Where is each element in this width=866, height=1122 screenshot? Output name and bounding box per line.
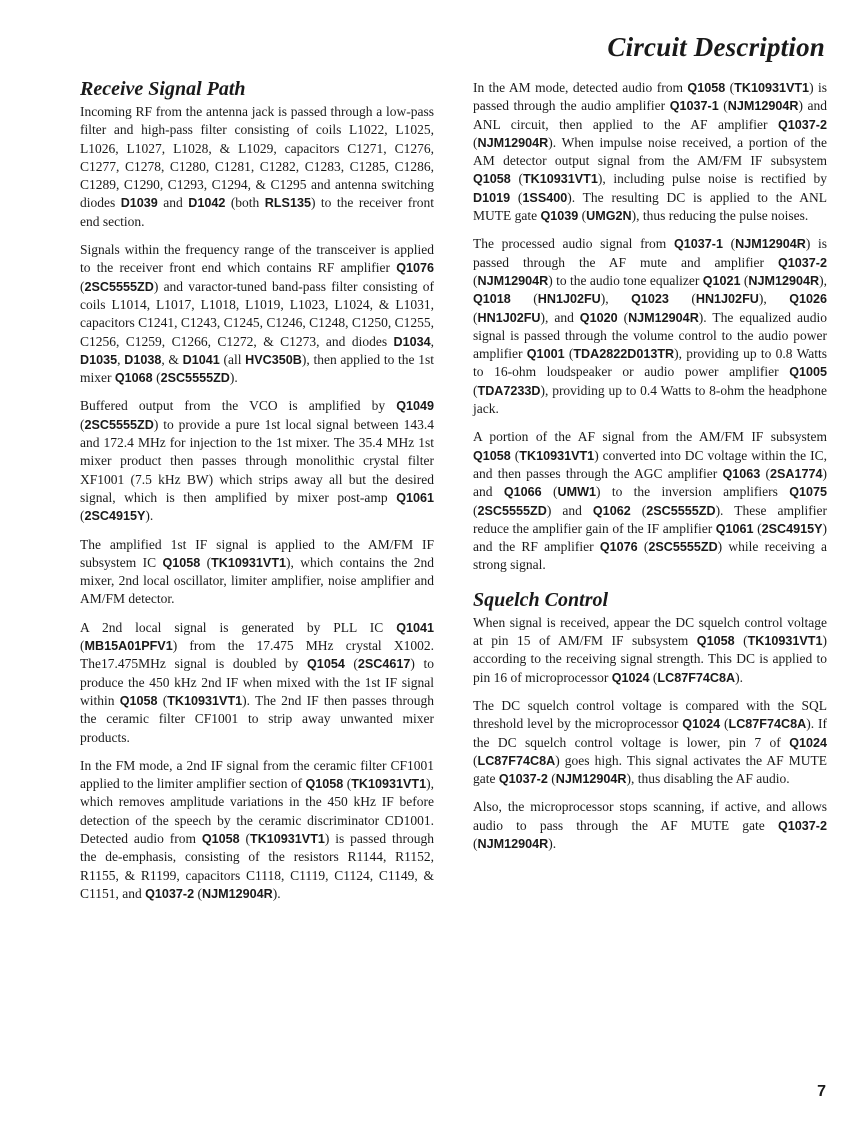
component-ref: D1034 bbox=[393, 334, 431, 349]
component-ref: TK10931VT1 bbox=[522, 172, 598, 187]
text-run: The amplified 1st IF signal is applied to the AM/FM IF subsystem IC bbox=[80, 536, 434, 570]
paragraph-scan-stop bbox=[473, 798, 827, 853]
component-ref: D1041 bbox=[182, 352, 220, 367]
text-run: A 2nd local signal is generated by PLL IC bbox=[80, 619, 397, 635]
component-ref: D1035 bbox=[80, 352, 118, 367]
text-run: ). bbox=[229, 370, 238, 386]
component-ref: Q1037-2 bbox=[777, 117, 827, 132]
text-run: ). The resulting DC is applied to the ANL MUTE gate bbox=[473, 189, 827, 224]
text-run: The processed audio signal from bbox=[473, 236, 674, 252]
text-run: (all bbox=[219, 351, 246, 367]
component-ref: Q1058 bbox=[305, 777, 344, 792]
text-run: ) converted into DC voltage within the IC, and then passes through the AGC amplifier bbox=[473, 447, 828, 481]
component-ref: 2SC5555ZD bbox=[648, 540, 718, 555]
text-run: ) and bbox=[546, 502, 593, 518]
text-run: ), then applied to the 1st mixer bbox=[80, 351, 434, 386]
text-run: ), which removes amplitude variations in the 450 kHz IF before detection of the speech by the ceramic discriminator CD1001. Detected audio from bbox=[80, 776, 434, 846]
component-ref: 2SC5555ZD bbox=[160, 371, 230, 386]
text-run: In the AM mode, detected audio from bbox=[473, 80, 688, 95]
component-ref: 2SA1774 bbox=[769, 466, 823, 481]
component-ref: TK10931VT1 bbox=[250, 831, 325, 846]
text-run: ( bbox=[547, 771, 556, 787]
component-ref: TDA2822D013TR bbox=[573, 347, 675, 362]
component-ref: 2SC4915Y bbox=[84, 509, 146, 524]
component-ref: Q1058 bbox=[162, 555, 201, 570]
text-run: ), bbox=[819, 272, 827, 288]
component-ref: NJM12904R bbox=[727, 99, 799, 114]
text-run: ). bbox=[272, 885, 281, 901]
text-run: , & bbox=[161, 351, 183, 367]
text-run: ( bbox=[157, 692, 168, 708]
component-ref: Q1024 bbox=[611, 670, 650, 685]
paragraph-processed-audio bbox=[473, 235, 827, 418]
component-ref: TDA7233D bbox=[477, 383, 541, 398]
text-run: ) according to the receiving signal strength. This DC is applied to pin 16 of microprocessor bbox=[473, 633, 827, 685]
component-ref: TK10931VT1 bbox=[747, 634, 823, 649]
text-run: ), providing up to 0.8 Watts to 16-ohm loudspeaker or audio power amplifier bbox=[473, 346, 827, 380]
text-run: ) to produce the 450 kHz 2nd IF when mixed with the 1st IF signal within bbox=[80, 656, 434, 708]
paragraph-2nd-local bbox=[80, 619, 434, 747]
text-run: ( bbox=[473, 752, 478, 768]
component-ref: Q1061 bbox=[396, 490, 434, 505]
text-run: ( bbox=[722, 236, 736, 252]
component-ref: MB15A01PFV1 bbox=[84, 639, 173, 654]
component-ref: NJM12904R bbox=[748, 273, 820, 288]
text-run: ). When impulse noise received, a portion of the AM detector output signal from the AM/FM IF subsystem bbox=[473, 134, 827, 169]
text-run: ( bbox=[473, 502, 478, 518]
paragraph-squelch-voltage bbox=[473, 614, 827, 687]
text-run: ( bbox=[541, 484, 558, 500]
text-run: ( bbox=[510, 189, 523, 205]
component-ref: Q1058 bbox=[696, 634, 735, 649]
component-ref: Q1026 bbox=[789, 292, 827, 307]
component-ref: UMW1 bbox=[557, 485, 596, 500]
text-run: ( bbox=[473, 134, 478, 150]
component-ref: HN1J02FU bbox=[477, 310, 541, 325]
text-run: ). The 2nd IF then passes through the ceramic filter CF1001 to strip away unwanted mixer products. bbox=[80, 692, 434, 745]
text-run: ) from the 17.475 MHz crystal X1002. The17.475MHz signal is doubled by bbox=[80, 638, 434, 672]
text-run: ( bbox=[343, 776, 352, 792]
text-run: ). bbox=[548, 835, 557, 851]
text-run: ( bbox=[510, 447, 520, 463]
text-run: ) to the inversion amplifiers bbox=[595, 484, 790, 500]
component-ref: LC87F74C8A bbox=[477, 753, 556, 768]
text-run: ( bbox=[473, 309, 478, 325]
component-ref: Q1039 bbox=[540, 209, 579, 224]
component-ref: RLS135 bbox=[264, 196, 311, 211]
paragraph-am-mode bbox=[473, 79, 827, 225]
component-ref: Q1024 bbox=[682, 717, 721, 732]
component-ref: Q1054 bbox=[307, 657, 345, 672]
text-run: ( bbox=[80, 416, 85, 432]
text-run: ( bbox=[637, 539, 649, 555]
component-ref: Q1021 bbox=[702, 273, 741, 288]
text-run: ( bbox=[510, 291, 538, 307]
paragraph-front-end bbox=[80, 241, 434, 387]
text-run: Also, the microprocessor stops scanning, if active, and allows audio to pass through the AF MUTE gate bbox=[473, 799, 827, 833]
text-run: ( bbox=[718, 98, 728, 114]
text-run: ) to the receiver front end section. bbox=[80, 195, 434, 229]
text-run: ), bbox=[758, 291, 790, 307]
paragraph-fm-mode bbox=[80, 757, 434, 903]
component-ref: Q1020 bbox=[579, 310, 618, 325]
text-run: ( bbox=[578, 208, 587, 224]
text-run: Signals within the frequency range of the transceiver is applied to the receiver front end which contains RF amplifier bbox=[80, 242, 434, 276]
component-ref: D1038 bbox=[124, 352, 162, 367]
component-ref: 2SC5555ZD bbox=[84, 279, 154, 294]
component-ref: HN1J02FU bbox=[537, 292, 601, 307]
text-run: (both bbox=[225, 195, 265, 211]
text-run: ( bbox=[630, 502, 647, 518]
component-ref: D1019 bbox=[473, 190, 511, 205]
component-ref: Q1058 bbox=[201, 831, 240, 846]
text-run: ) is passed through the audio amplifier bbox=[473, 80, 828, 114]
component-ref: LC87F74C8A bbox=[728, 717, 807, 732]
receive-signal-path-heading: Receive Signal Path bbox=[80, 78, 246, 100]
text-run: ) goes high. This signal activates the AF MUTE gate bbox=[473, 752, 827, 787]
text-run: , bbox=[117, 351, 125, 367]
component-ref: Q1068 bbox=[114, 371, 153, 386]
text-run: ( bbox=[564, 346, 574, 362]
paragraph-antenna-filter bbox=[80, 103, 434, 231]
text-run: Incoming RF from the antenna jack is passed through a low-pass filter and high-pass filter consisting of coils L1022, L1025, L1026, L1027, L1028, & L1029, capacitors C1271, C1276, C1277, C1278, C1280, C1281, C1282, C1283, C1285, C1286, C1289, C1290, C1293, C1294, & C1295 and antenna switching diodes bbox=[80, 104, 434, 211]
text-run: ( bbox=[649, 669, 658, 685]
component-ref: NJM12904R bbox=[735, 237, 806, 252]
text-run: , bbox=[430, 333, 434, 349]
text-run: ( bbox=[152, 370, 161, 386]
component-ref: HN1J02FU bbox=[695, 292, 759, 307]
text-run: ), bbox=[600, 291, 632, 307]
component-ref: NJM12904R bbox=[477, 135, 549, 150]
text-run: ). These amplifier reduce the amplifier gain of the IF amplifier bbox=[473, 502, 827, 536]
text-run: ( bbox=[720, 716, 729, 732]
text-run: The DC squelch control voltage is compared with the SQL threshold level by the microprocessor bbox=[473, 697, 827, 732]
text-run: ) is passed through the de-emphasis, consisting of the resistors R1144, R1152, R1155, & R1199, capacitors C1118, C1119, C1124, C1149, & C1151, and bbox=[80, 830, 434, 901]
text-run: ) and the RF amplifier bbox=[473, 520, 828, 555]
text-run: ( bbox=[760, 465, 770, 481]
component-ref: Q1058 bbox=[473, 172, 511, 187]
component-ref: NJM12904R bbox=[202, 886, 273, 901]
paragraph-1st-if bbox=[80, 536, 434, 609]
component-ref: 2SC5555ZD bbox=[646, 503, 716, 518]
text-run: ). If the DC squelch control voltage is lower, pin 7 of bbox=[473, 716, 827, 750]
component-ref: Q1049 bbox=[396, 399, 434, 414]
component-ref: Q1076 bbox=[396, 261, 434, 276]
component-ref: Q1005 bbox=[789, 365, 827, 380]
text-run: ). bbox=[145, 508, 154, 524]
component-ref: Q1037-2 bbox=[145, 886, 195, 901]
text-run: ( bbox=[80, 278, 85, 294]
component-ref: 2SC4915Y bbox=[761, 521, 823, 536]
text-run: ) to the audio tone equalizer bbox=[548, 272, 703, 288]
component-ref: Q1063 bbox=[722, 466, 761, 481]
component-ref: 2SC4617 bbox=[357, 657, 411, 672]
component-ref: Q1037-2 bbox=[498, 772, 548, 787]
component-ref: TK10931VT1 bbox=[734, 81, 810, 95]
text-run: When signal is received, appear the DC squelch control voltage at pin 15 of AM/FM IF subsystem bbox=[473, 614, 827, 649]
text-run: ) and ANL circuit, then applied to the AF amplifier bbox=[473, 98, 828, 132]
component-ref: Q1076 bbox=[599, 540, 638, 555]
text-run: ( bbox=[344, 656, 358, 672]
text-run: ( bbox=[668, 291, 696, 307]
component-ref: LC87F74C8A bbox=[657, 670, 736, 685]
right-column bbox=[473, 79, 827, 863]
text-run: ), providing up to 0.4 Watts to 8-ohm the headphone jack. bbox=[473, 382, 827, 417]
component-ref: TK10931VT1 bbox=[351, 777, 427, 792]
paragraph-squelch-compare bbox=[473, 697, 827, 788]
text-run: ). bbox=[735, 669, 743, 685]
text-run: ), thus reducing the pulse noises. bbox=[631, 208, 809, 224]
component-ref: Q1037-2 bbox=[777, 255, 827, 270]
text-run: ), including pulse noise is rectified by bbox=[597, 171, 827, 187]
component-ref: Q1058 bbox=[687, 81, 726, 95]
page-number: 7 bbox=[817, 1083, 826, 1100]
text-run: ( bbox=[473, 272, 478, 288]
text-run: ( bbox=[510, 171, 523, 187]
component-ref: NJM12904R bbox=[477, 273, 549, 288]
text-run: ( bbox=[473, 835, 478, 851]
text-run: ( bbox=[80, 638, 85, 654]
text-run: ) is passed through the AF mute and amplifier bbox=[473, 236, 828, 270]
squelch-control-heading: Squelch Control bbox=[473, 588, 609, 611]
component-ref: UMG2N bbox=[586, 209, 632, 224]
text-run: ) while receiving a strong signal. bbox=[473, 539, 828, 573]
component-ref: 2SC5555ZD bbox=[477, 503, 547, 518]
component-ref: D1042 bbox=[188, 196, 226, 211]
component-ref: HVC350B bbox=[245, 352, 302, 367]
component-ref: TK10931VT1 bbox=[211, 555, 287, 570]
component-ref: Q1037-1 bbox=[673, 237, 723, 252]
text-run: ( bbox=[725, 80, 735, 95]
text-run: A portion of the AF signal from the AM/FM IF subsystem bbox=[473, 429, 827, 445]
component-ref: TK10931VT1 bbox=[167, 693, 243, 708]
component-ref: Q1075 bbox=[789, 485, 827, 500]
component-ref: NJM12904R bbox=[628, 310, 699, 325]
component-ref: Q1061 bbox=[715, 521, 754, 536]
text-run: and bbox=[157, 195, 189, 211]
text-run: In the FM mode, a 2nd IF signal from the ceramic filter CF1001 applied to the limiter amplifier section of bbox=[80, 757, 434, 792]
text-run: ) and varactor-tuned band-pass filter consisting of coils L1014, L1017, L1018, L1019, L1023, L1024, & L1031, capacitors C1241, C1243, C1245, C1246, C1248, C1250, C1255, C1256, C1259, C1266, C1272, & C1273, and diodes bbox=[80, 278, 434, 349]
component-ref: NJM12904R bbox=[477, 836, 549, 851]
paragraph-vco bbox=[80, 397, 434, 525]
text-run: ( bbox=[617, 309, 629, 325]
paragraph-agc bbox=[473, 428, 827, 574]
text-run: ( bbox=[473, 382, 478, 398]
text-run: Buffered output from the VCO is amplified by bbox=[80, 398, 397, 414]
component-ref: Q1037-2 bbox=[777, 818, 827, 833]
component-ref: Q1041 bbox=[396, 620, 434, 635]
page-header-title: Circuit Description bbox=[607, 32, 825, 62]
component-ref: 1SS400 bbox=[522, 190, 568, 205]
component-ref: Q1018 bbox=[473, 292, 511, 307]
text-run: ), which contains the 2nd mixer, 2nd local oscillator, limiter amplifier, noise amplifier and AM/FM detector. bbox=[80, 554, 434, 607]
component-ref: Q1037-1 bbox=[669, 99, 719, 114]
component-ref: Q1066 bbox=[503, 485, 542, 500]
component-ref: TK10931VT1 bbox=[519, 448, 595, 463]
component-ref: Q1058 bbox=[473, 448, 511, 463]
component-ref: NJM12904R bbox=[555, 772, 627, 787]
text-run: ). The equalized audio signal is passed through the volume control to the audio power amplifier bbox=[473, 309, 828, 362]
component-ref: 2SC5555ZD bbox=[84, 417, 154, 432]
text-run: ) and bbox=[473, 465, 827, 500]
text-run: ( bbox=[80, 508, 85, 524]
component-ref: D1039 bbox=[120, 196, 158, 211]
component-ref: Q1058 bbox=[119, 693, 158, 708]
left-column bbox=[80, 78, 434, 913]
text-run: ( bbox=[194, 885, 203, 901]
text-run: ( bbox=[734, 633, 748, 649]
text-run: ), and bbox=[540, 309, 580, 325]
text-run: ) to provide a pure 1st local signal between 143.4 and 172.4 MHz for injection to the 1st mixer. The 35.4 MHz 1st mixer product then passes through monolithic crystal filter XF1001 (7.5 kHz BW) which strips away all but the desired signal, which is then amplified by mixer post-amp bbox=[80, 416, 434, 505]
component-ref: Q1024 bbox=[789, 735, 827, 750]
text-run: ( bbox=[239, 830, 250, 846]
component-ref: Q1001 bbox=[526, 347, 565, 362]
text-run: ( bbox=[200, 554, 212, 570]
text-run: ( bbox=[740, 272, 749, 288]
text-run: ( bbox=[753, 520, 762, 536]
text-run: ), thus disabling the AF audio. bbox=[626, 771, 790, 787]
component-ref: Q1023 bbox=[631, 292, 669, 307]
component-ref: Q1062 bbox=[592, 503, 631, 518]
